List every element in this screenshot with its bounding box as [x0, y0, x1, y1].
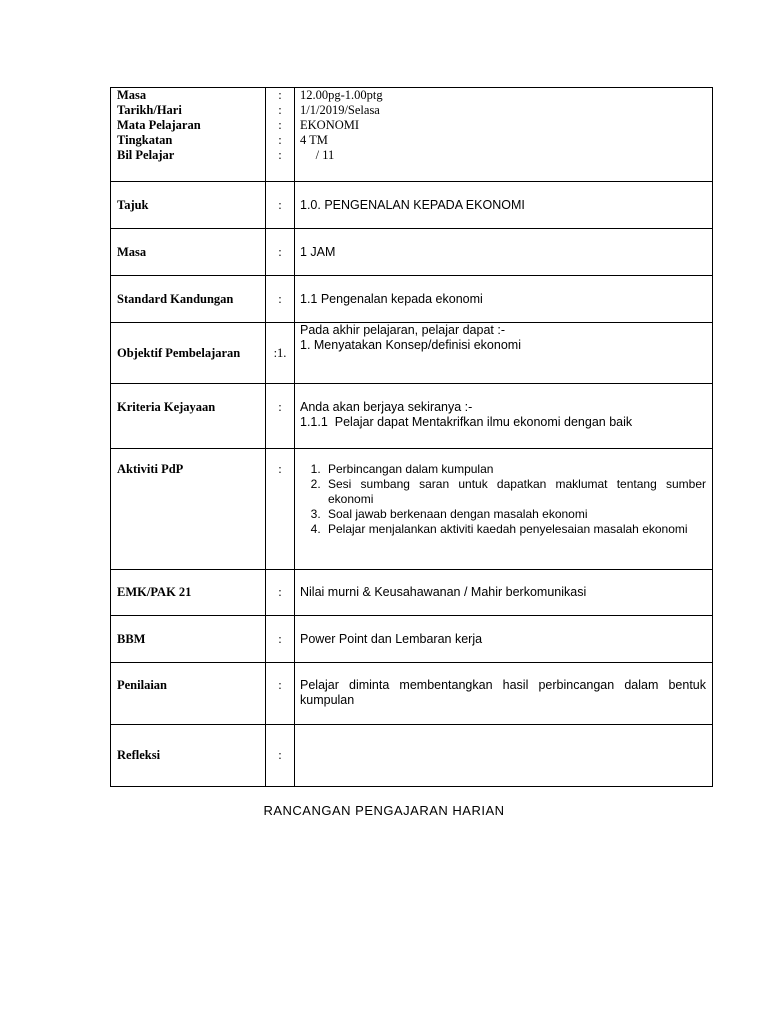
row-aktiviti — [111, 449, 713, 570]
colon: :1. — [266, 323, 295, 384]
row-kriteria — [111, 384, 713, 449]
label-masa: Masa — [117, 88, 147, 102]
row-label: Standard Kandungan — [111, 276, 266, 323]
row-label: Penilaian — [111, 663, 266, 725]
row-value: 1.0. PENGENALAN KEPADA EKONOMI — [295, 182, 713, 229]
kriteria-intro: Anda akan berjaya sekiranya :- — [300, 400, 473, 414]
row-label: Aktiviti PdP — [111, 449, 266, 570]
colon: : — [266, 182, 295, 229]
row-bbm — [111, 616, 713, 663]
colon: : — [266, 725, 295, 787]
objektif-item: 1. Menyatakan Konsep/definisi ekonomi — [300, 338, 521, 352]
label-tarikh-hari: Tarikh/Hari — [117, 103, 182, 117]
row-value: Nilai murni & Keusahawanan / Mahir berkomunikasi — [295, 570, 713, 616]
aktiviti-item: 2. Sesi sumbang saran untuk dapatkan maklumat tentang sumber ekonomi — [324, 477, 706, 507]
row-label: Refleksi — [111, 725, 266, 787]
row-label: Masa — [111, 229, 266, 276]
aktiviti-item: 1. Perbincangan dalam kumpulan — [324, 462, 706, 477]
colon: : — [278, 148, 282, 162]
value-tarikh-hari: 1/1/2019/Selasa — [300, 103, 380, 117]
aktiviti-item: 3. Soal jawab berkenaan dengan masalah ekonomi — [324, 507, 706, 522]
header-values — [295, 88, 713, 182]
colon: : — [278, 103, 282, 117]
row-refleksi — [111, 725, 713, 787]
colon: : — [266, 570, 295, 616]
colon: : — [266, 229, 295, 276]
row-standard-kandungan — [111, 276, 713, 323]
row-label: Kriteria Kejayaan — [111, 384, 266, 449]
row-label: Tajuk — [111, 182, 266, 229]
row-label: BBM — [111, 616, 266, 663]
label-tingkatan: Tingkatan — [117, 133, 173, 147]
row-value: 1 JAM — [295, 229, 713, 276]
row-value — [295, 323, 713, 384]
objektif-intro: Pada akhir pelajaran, pelajar dapat :- — [300, 323, 505, 337]
row-value: Pelajar diminta membentangkan hasil perbincangan dalam bentuk kumpulan — [295, 663, 713, 725]
value-tingkatan: 4 TM — [300, 133, 328, 147]
colon: : — [278, 88, 282, 102]
row-label: Objektif Pembelajaran — [111, 323, 266, 384]
row-value: Power Point dan Lembaran kerja — [295, 616, 713, 663]
document-caption: RANCANGAN PENGAJARAN HARIAN — [263, 803, 505, 818]
colon: : — [278, 133, 282, 147]
colon: : — [266, 449, 295, 570]
value-masa: 12.00pg-1.00ptg — [300, 88, 383, 102]
aktiviti-list — [300, 462, 706, 537]
header-row — [111, 88, 713, 182]
colon: : — [278, 118, 282, 132]
row-label: EMK/PAK 21 — [111, 570, 266, 616]
colon: : — [266, 663, 295, 725]
colon: : — [266, 384, 295, 449]
lesson-plan-table — [110, 87, 713, 787]
kriteria-item: 1.1.1 Pelajar dapat Mentakrifkan ilmu ekonomi dengan baik — [300, 415, 633, 429]
colon: : — [266, 616, 295, 663]
row-value — [295, 384, 713, 449]
value-mata-pelajaran: EKONOMI — [300, 118, 360, 132]
label-mata-pelajaran: Mata Pelajaran — [117, 118, 201, 132]
row-masa — [111, 229, 713, 276]
aktiviti-item: 4. Pelajar menjalankan aktiviti kaedah penyelesaian masalah ekonomi — [324, 522, 706, 537]
header-colons — [266, 88, 295, 182]
row-value: 1.1 Pengenalan kepada ekonomi — [295, 276, 713, 323]
header-labels — [111, 88, 266, 182]
label-bil-pelajar: Bil Pelajar — [117, 148, 175, 162]
row-objektif — [111, 323, 713, 384]
row-value — [295, 725, 713, 787]
value-bil-pelajar: / 11 — [300, 148, 335, 162]
colon: : — [266, 276, 295, 323]
row-penilaian — [111, 663, 713, 725]
row-tajuk — [111, 182, 713, 229]
row-emk — [111, 570, 713, 616]
row-value — [295, 449, 713, 570]
